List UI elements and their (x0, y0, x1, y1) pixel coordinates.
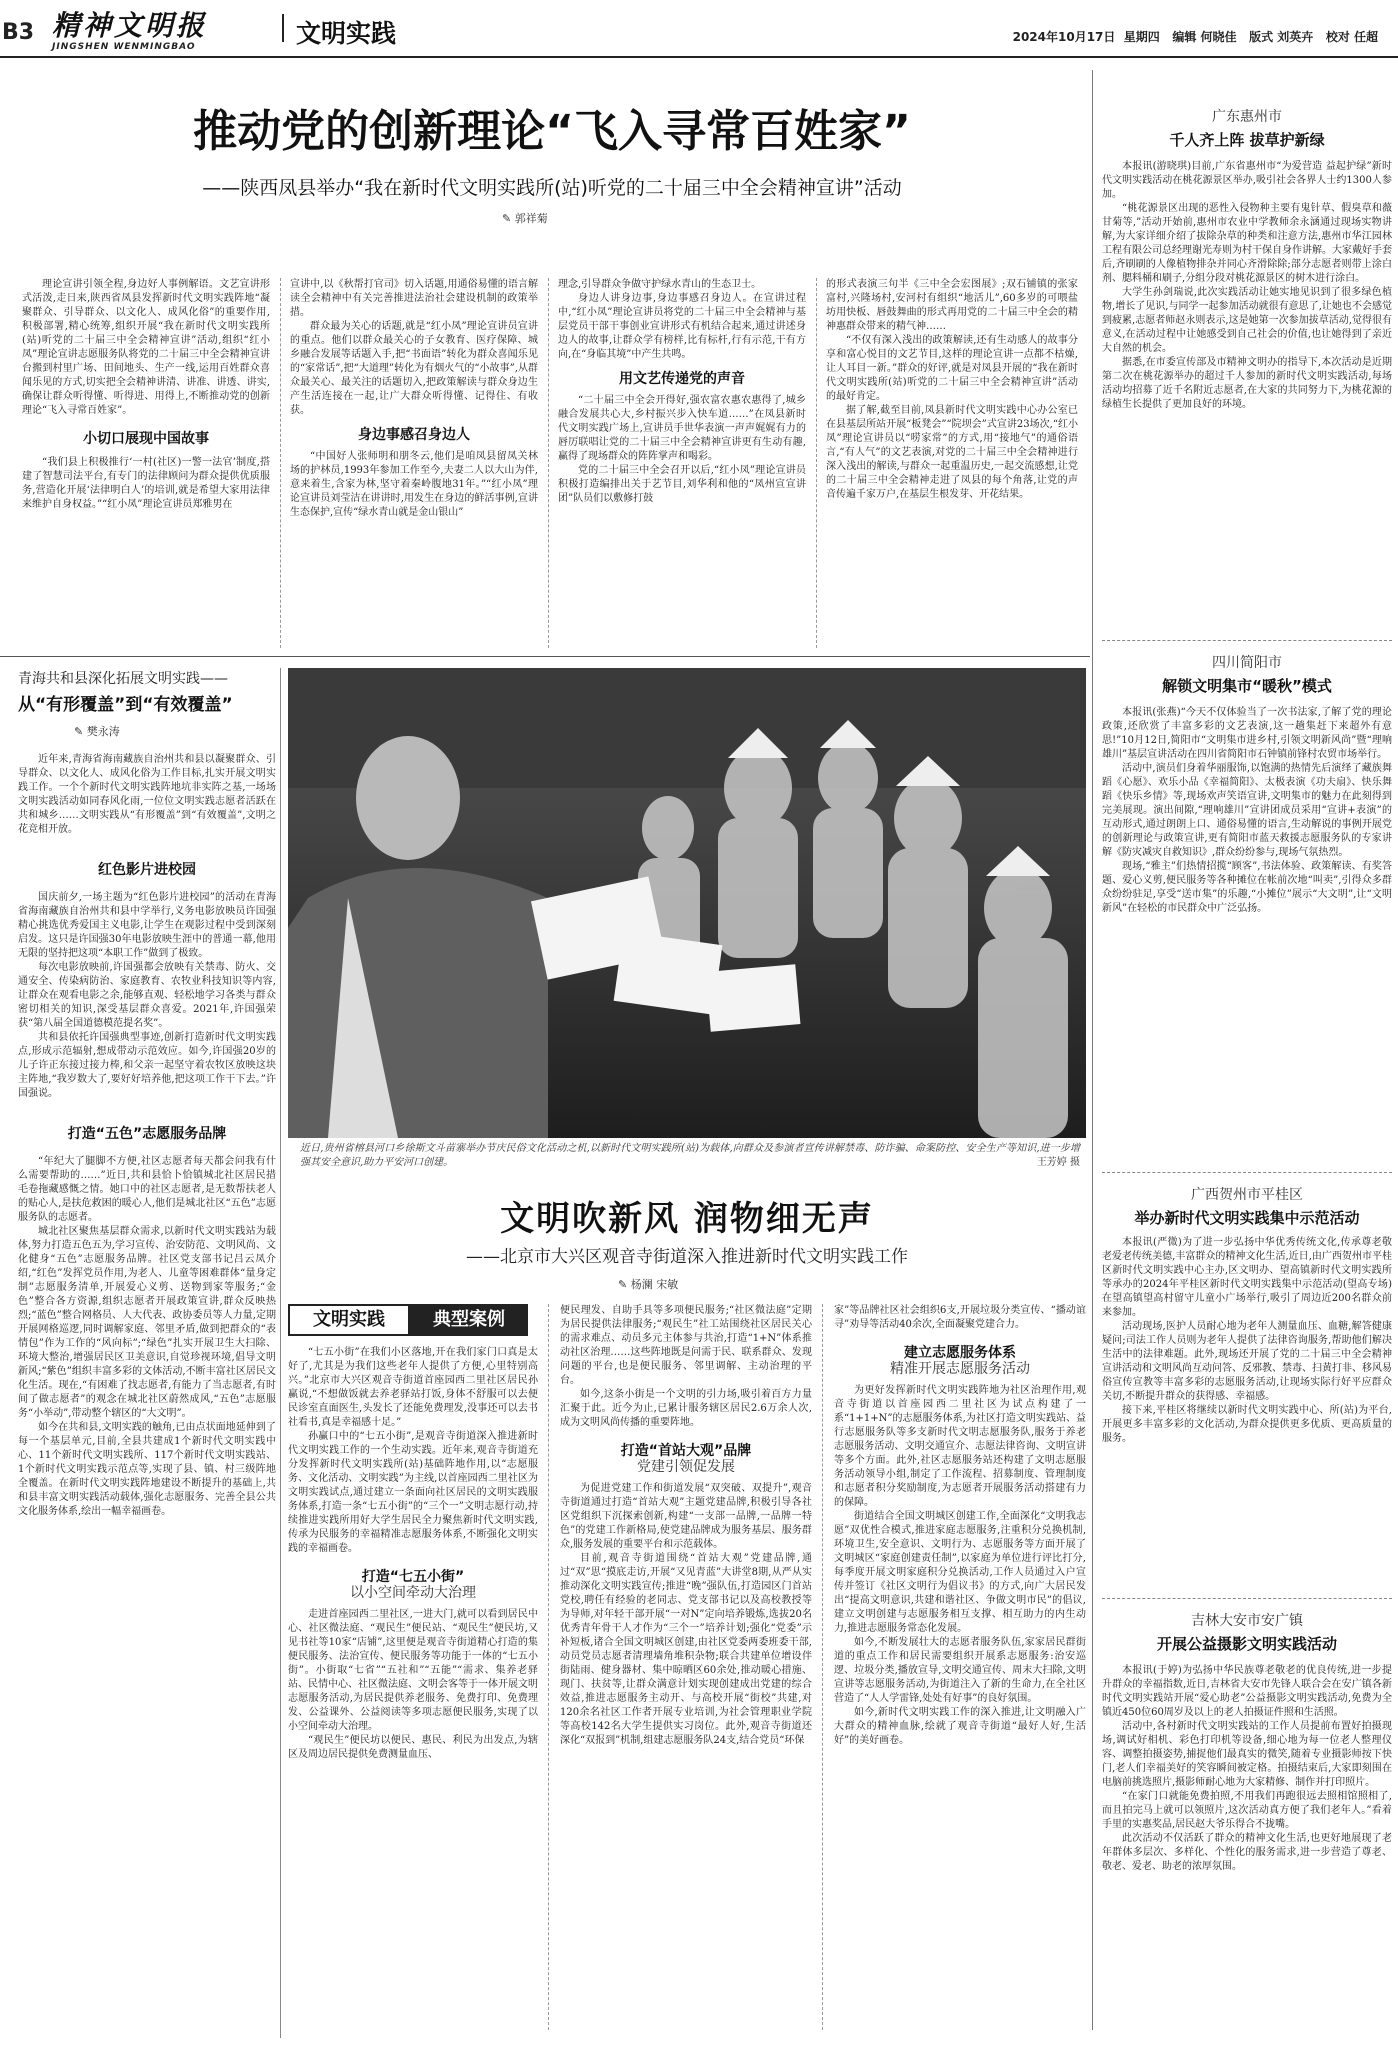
lead-col2 (290, 278, 538, 650)
photo-credit: 王芳婷 摄 (1036, 1157, 1080, 1168)
huizhou-p2: “桃花源景区出现的恶性入侵物种主要有鬼针草、假臭草和薇甘菊等,”活动开始前,惠州市农业中学教师余永涵通过现场实物讲解,为大家详细介绍了拔除杂草的种类和注意方法,惠州市华江园林工程有限公司总经理谢光寿则为村干保自身作讲解。大家戴好手套后,齐刷刷的人像植物排杂并同心齐滑除除;部分志愿者则带上涂白剂、腮料桶和刷子,分组分段对桃花源景区的树木进行涂白。 (1102, 203, 1392, 284)
jianyang-p3: 现场,“雅主”们热情招揽“顾客”,书法体验、政策解读、有奖答题、爱心义剪,便民服务等各种摊位在帐前次地“叫卖”,引得众多群众纷纷驻足,享受“送市集”的乐趣,“小摊位”展示“大文明”,让“文明新风”在轻松的市民群众中广泛弘扬。 (1102, 861, 1392, 914)
jianyang-p1: 本报讯(张燕)“今天不仅体验当了一次书法家,了解了党的理论政策,还欣赏了丰富多彩的文艺表演,这一趟集赶下来超外有意思!”10月12日,简阳市“文明集市进乡村,引领文明新风尚”暨“理响雄川”基层宣讲活动在四川省简阳市石钟镇前锋村农贸市场举行。 (1102, 707, 1392, 760)
lead-bottom-rule (0, 656, 1090, 657)
jianyang-p2: 活动中,演员们身着华丽服饰,以饱满的热情先后演绎了藏族舞蹈《心愿》、欢乐小品《幸福简阳》、太极表演《功夫扇》、快乐舞蹈《快乐乡情》等,现场欢声笑语宣讲,文明集市的魅力在此刻得到完美展现。演出间隙,“理响雄川”宣讲团成员采用“宣讲+表演”的互动形式,通过朗朗上口、通俗易懂的语言,生动解说的事例开展党的创新理论与政策宣讲,更有简阳市蓝天救援志愿服务队的专家讲解《防灾减灾自救知识》,群众纷纷参与,现场气氛热烈。 (1102, 763, 1392, 858)
col-divider (548, 1304, 549, 2030)
lead-col4 (826, 278, 1078, 650)
lead-byline (502, 210, 548, 226)
col-divider (816, 278, 817, 648)
lead-col2-p1: 宣讲中,以《秋帮打官司》切入话题,用通俗易懂的语言解读全会精神中有关完善推进法治社会建设机制的政策举措。 (290, 279, 538, 318)
daxing-c3b-p1: 为更好发挥新时代文明实践阵地为社区治理作用,观音寺街道以首座园西二里社区为试点构建了一系“1+1+N”的志愿服务体系,为社区打造文明实践站、益行志愿服务队等多支新时代文明志愿服务队,服务于养老志愿服务活动、文明交通宣介、志愿法律咨询、文明宣讲等多个方面。此外,社区志愿服务站还构建了文明志愿服务活动领导小组,制定了工作流程、招募制度、管理制度和志愿者积分奖励制度,为志愿者开展服务活动搭建有力的保障。 (834, 1385, 1086, 1508)
qinghai-kicker: 青海共和县深化拓展文明实践—— (18, 671, 228, 687)
lead-col4-p2: “不仅有深入浅出的政策解读,还有生动感人的故事分享和富心悦目的文艺节目,这样的理论宣讲一点都不枯燥,让人耳目一新。”群众的好评,就是对凤县开展的“我在新时代文明实践所(站)听党的二十届三中全会精神宣讲”活动的最好肯定。 (826, 335, 1078, 402)
logo-text: 精神文明报 (52, 9, 208, 42)
qinghai-p3-2: 城北社区聚焦基层群众需求,以新时代文明实践站为载体,努力打造五色五为,学习宣传、治安防范、文明风尚、文化健身“五色”志愿服务品牌。社区党支部书记吕云凤介绍,“红色”发挥党员作用,为老人、儿童等困难群体“量身定制”志愿服务清单,开展爱心义剪、送物到家等服务;“金色”整合各方资源,组织志愿者开展政策宣讲,群众反映热烈;“蓝色”整合网格员、人大代表、政协委员等人力量,定期开展网格巡逻,同时调解家庭、邻里矛盾,做到把群众的“表情包”作为工作的“风向标”;“绿色”扎实开展卫生大扫除、环境大整治,增强居民区卫美意识,自觉珍视环境,倡导文明新风;“紫色”组织丰富多彩的文体活动,不断丰富社区居民文化生活。现在,“有困难了找志愿者,有能力了当志愿者,有时间了做志愿者”的观念在城北社区蔚然成风,“五色”志愿服务“小举动”,带动整个辖区的“大文明”。 (18, 1226, 276, 1419)
daxing-c3-p1: 家”等品牌社区社会组织6支,开展垃圾分类宣传、“播动谊寻”劝导等活动40余次,全面凝聚党建合力。 (834, 1305, 1086, 1330)
jianyang-title: 解锁文明集市“暖秋”模式 (1162, 677, 1332, 695)
daxing-c3b-p3: 如今,不断发展壮大的志愿者服务队伍,家家居民群街道的重点工作和居民需要组织开展系志愿服务:治安巡逻、垃圾分类,播放宣导,文明交通宣传、周末大扫除,文明宣讲等志愿服务活动,为街道注入了新的生命力,在全社区营造了“人人学雷锋,处处有好事”的良好氛围。 (834, 1637, 1086, 1704)
photo-caption (300, 1142, 1080, 1170)
lead-col3-p2: 身边人讲身边事,身边事感召身边人。在宣讲过程中,“红小凤”理论宣讲员将党的二十届三中全会精神与基层党员干部干事创业宣讲形式有机结合起来,通过讲述身边人的故事,让群众学有榜样,比有标杆,行有示范,干有方向,在“身临其境”中产生共鸣。 (558, 293, 806, 360)
feature-photo (288, 668, 1086, 1138)
hezhou-p3: 接下来,平桂区将继续以新时代文明实践中心、所(站)为平台,开展更多丰富多彩的文化活动,为群众提供更多优质、更高质量的服务。 (1102, 1405, 1392, 1444)
daxing-sub3: 建立志愿服务体系 (904, 1345, 1016, 1361)
lead-col3b-p1: “二十届三中全会开得好,强农富农惠农惠得了,城乡融合发展共心大,乡村振兴步入快车道……”在凤县新时代文明实践广场上,宣讲员手世华表演一声声娓娓有力的唇厉联唱让党的二十届三中全会精神宣讲更有生动有趣,赢得了现场群众的阵阵掌声和喝彩。 (558, 395, 806, 462)
sidebar-separator (1102, 640, 1392, 641)
jilin-p2: 活动中,各村新时代文明实践站的工作人员提前布置好拍摄现场,调试好相机、彩色打印机等设备,细心地为每一位老人整理仪容、调整拍摄姿势,捕捉他们最真实的微笑,随着专业摄影师按下快门,老人们幸福美好的笑容瞬间被定格。拍摄结束后,大家即刻围在电脑前挑选照片,摄影师耐心地为大家精修、制作并打印照片。 (1102, 1721, 1392, 1788)
pen-icon: ✎ (74, 725, 87, 738)
qinghai-author: 樊永涛 (86, 725, 120, 738)
lead-col1b-p: “我们县上积极推行‘一村(社区)一警一法官’制度,搭建了智慧司法平台,有专门的法律顾问为群众提供优质服务,营造化开展‘法律明白人’的培训,就是希望大家用法律来维护自身权益。”“红小凤”理论宣讲员郑雅男在 (22, 457, 270, 510)
issue-weekday: 星期四 (1123, 30, 1160, 44)
daxing-article (288, 1190, 1086, 2038)
lead-col4-p1: 的形式表演三句半《三中全会宏图展》;双石铺镇的张家富村,兴隆场村,安河村有组织“地活儿”,60多岁的可喂盐坊用快板、唇鼓舞曲的形式再用党的二十届三中全会的精神惠群众带来的精气神…… (826, 279, 1078, 332)
label-case: 典型案例 (410, 1304, 528, 1336)
daxing-subhead: ——北京市大兴区观音寺街道深入推进新时代文明实践工作 (466, 1247, 908, 1267)
daxing-author: 杨澜 宋敏 (630, 1278, 679, 1291)
daxing-headline: 文明吹新风 润物细无声 (500, 1199, 874, 1239)
pen-icon: ✎ (502, 212, 515, 225)
lead-col2b-p: “中国好人张师明和朋冬云,他们是咱凤县留凤关林场的护林员,1993年参加工作至今,夫妻二人以大山为伴,意来着生,含家为林,坚守着秦岭腹地31年。”“红小凤”理论宣讲员刘莹洁在讲讲时,用发生在身边的鲜活事例,宣讲生态保护,宣传“绿水青山就是金山银山” (290, 451, 538, 518)
sidebar-divider (1092, 70, 1093, 2030)
jilin-article (1102, 1610, 1392, 2048)
issue-info (1013, 28, 1378, 45)
label-practice: 文明实践 (288, 1304, 410, 1336)
qinghai-p3-3: 如今在共和县,文明实践的触角,已由点状面地延伸到了每一个基层单元,目前,全县共建成1个新时代文明实践中心、11个新时代文明实践所、117个新时代文明实践站、1个新时代文明实践示范点等,实现了县、镇、村三级阵地全覆盖。在新时代文明实践阵地建设不断提升的基础上,共和县丰富文明实践活动载体,强化志愿服务、完善全县公共文化服务体系,绘出一幅幸福画卷。 (18, 1422, 276, 1517)
lead-author: 郭祥菊 (514, 212, 548, 225)
lead-subhead: ——陕西凤县举办“我在新时代文明实践所(站)听党的二十届三中全会精神宣讲”活动 (202, 177, 902, 199)
daxing-col1 (288, 1346, 538, 2032)
qinghai-p1: 近年来,青海省海南藏族自治州共和县以凝聚群众、引导群众、以文化人、成风化俗为工作目标,扎实开展文明实践工作。一个个新时代文明实践阵地坑非实阵之基,一场场文明实践活动如同春风化雨,一位位文明实践志愿者活跃在共和城乡……文明实践从“有形覆盖”到“有效覆盖”,文明之花竞相开放。 (18, 754, 276, 835)
section-name: 文明实践 (296, 19, 397, 48)
qinghai-title: 从“有形覆盖”到“有效覆盖” (18, 695, 233, 715)
logo-pinyin: JINGSHEN WENMINGBAO (52, 42, 196, 52)
daxing-c2b-p1: 为促进党建工作和街道发展“双突破、双提升”,观音寺街道通过打造“首站大观”主题党建品牌,积极引导各社区党组织下沉探索创新,构建“一支部一品牌,一品牌一特色”的党建工作新格局,使党建品牌成为服务基层、服务群众,服务发展的重要平台和示范载体。 (560, 1483, 812, 1550)
lead-col3 (558, 278, 806, 650)
jilin-p3: “在家门口就能免费拍照,不用我们再跑很远去照相馆照相了,而且拍完马上就可以领照片,这次活动真方便了我们老年人。”看着手里的实惠奖品,居民赵大爷乐得合不拢嘴。 (1102, 1791, 1392, 1830)
qinghai-article (18, 668, 276, 2038)
lead-sub1: 小切口展现中国故事 (83, 431, 209, 447)
qinghai-p2-3: 共和县依托许国强典型事迹,创新打造新时代文明实践点,形成示范辐射,想成带动示范效应。如今,许国强20岁的儿子许正东接过接力棒,和父亲一起坚守着农牧区放映这块主阵地,“我岁数大了,要好好培养他,把这项工作干下去。”许国强说。 (18, 1032, 276, 1099)
caption-text: 近日,贵州省榕县河口乡徐斯文斗苗寨举办节庆民俗文化活动之机,以新时代文明实践所(站)为载体,向群众及参演者宣传讲解禁毒、防诈骗、命案防控、安全生产等知识,进一步增强其安全意识,助力平安河口创建。 (300, 1143, 1080, 1168)
huizhou-p1: 本报讯(游晓琪)目前,广东省惠州市“为爱营造 益起护绿”新时代文明实践活动在桃花源景区举办,吸引社会各界人士约1300人参加。 (1102, 161, 1392, 200)
lead-col1-p: 理论宣讲引领全程,身边好人事例解语。文艺宣讲形式活泼,走日来,陕西省凤县发挥新时代文明实践阵地“凝聚群众、引导群众、以文化人、成风化俗”的重要作用,积极部署,精心统筹,组织开展“我在新时代文明实践所(站)听党的二十届三中全会精神宣讲”活动,组织“红小凤”理论宣讲志愿服务队将党的二十届三中全会精神宣讲台搬到村里广场、田间地头、生产一线,运用百姓群众喜闻乐见的方式,切实把全会精神讲清、讲准、讲透、讲实,确保让群众听得懂、听得进、用得上,不断推动党的创新理论“飞入寻常百姓家”。 (22, 279, 270, 416)
editor: 编辑 何晓佳 (1172, 30, 1237, 44)
qinghai-p2-2: 每次电影放映前,许国强都会放映有关禁毒、防火、交通安全、传染病防治、家庭教育、农牧业科技知识等内容,让群众在观看电影之余,能够直观、轻松地学习各类与群众密切相关的知识,深受基层群众喜爱。2021年,许国强荣获“第八届全国道德模范提名奖”。 (18, 962, 276, 1029)
daxing-c1b-p1: 走进首座园西二里社区,一进大门,就可以看到居民中心、社区微法庭、“观民生”便民站、“观民生”便民坊,又见书社等10家“店铺”,这里便是观音寺街道精心打造的集便民服务、法治宣传、便民服务等功能于一体的“七五小街”。小街取“七省”“五社和”“五能”“需求、集养老驿站、民情中心、社区微法庭、文明会客等于一体开展文明志愿服务活动,为居民提供养老服务、免费打印、免费理发、公益课外、公益阅读等多项志愿便民服务,实现了以小空间牵动大治理。 (288, 1609, 538, 1732)
jianyang-article (1102, 652, 1392, 1176)
daxing-c3b-p4: 如今,新时代文明实践工作的深入推进,让文明融入广大群众的精神血脉,绘就了观音寺街道“最好人好,生活好”的美好画卷。 (834, 1707, 1086, 1746)
daxing-sub1: 打造“七五小街” (361, 1569, 465, 1585)
logo (52, 10, 272, 54)
qinghai-body-2 (18, 891, 276, 1101)
qinghai-body-1 (18, 753, 276, 837)
qinghai-divider (280, 668, 281, 2038)
hezhou-p2: 活动现场,医护人员耐心地为老年人测量血压、血糖,解答健康疑问;司法工作人员则为老年人提供了法律咨询服务,帮助他们解决生活中的法律难题。此外,现场还开展了党的二十届三中全会精神宣讲活动和文明风尚互动问答、反邪教、禁毒、扫黄打非、移风易俗宣传宣教等丰富多彩的志愿服务活动,让现场实际行好平应群众关切,不断提升群众的获得感、幸福感。 (1102, 1321, 1392, 1402)
masthead-rule (0, 56, 1398, 58)
hezhou-article (1102, 1184, 1392, 1604)
daxing-c1-p1: “七五小街”在我们小区落地,开在我们家门口真是太好了,尤其是为我们这些老年人提供了方便,心里特别高兴。”北京市大兴区观音寺街道首座园西二里社区居民孙赢说,“不想做饭就去养老驿站打饭,身体不舒服可以去便民诊室直面医生,头发长了还能免费理发,没事还可以去书社看书,真是幸福感十足。” (288, 1347, 538, 1428)
daxing-sub1b: 以小空间牵动大治理 (350, 1585, 476, 1601)
daxing-c1b-p2: “观民生”便民坊以便民、惠民、利民为出发点,为辖区及周边居民提供免费测量血压、 (288, 1735, 538, 1760)
daxing-c2-p2: 如今,这条小街是一个文明的引力场,吸引着百方力量汇聚于此。近今为止,已累计服务辖区居民2.6万余人次,成为文明风尚传播的重要阵地。 (560, 1389, 812, 1428)
lead-headline: 推动党的创新理论“飞入寻常百姓家” (193, 106, 911, 157)
daxing-sub2: 打造“首站大观”品牌 (620, 1443, 752, 1459)
hezhou-title: 举办新时代文明实践集中示范活动 (1134, 1209, 1360, 1227)
lead-col4-p3: 据了解,截至目前,凤县新时代文明实践中心办公室已在县基层所站开展“板凳会”“院坝会”式宣讲23场次,“红小凤”理论宣讲员以“唠家常”的方式,用“接地气”的通俗语言,“有人气”的文艺表演,对党的二十届三中全会精神进行深入浅出的解读,与群众一起重温历史,一起交流感想,让党的二十届三中全会精神走进了凤县的每个角落,让党的声音传遍千家万户,在基层生根发芽、开花结果。 (826, 405, 1078, 500)
jilin-p4: 此次活动不仅活跃了群众的精神文化生活,也更好地展现了老年群体多层次、多样化、个性化的服务需求,进一步营造了尊老、敬老、爱老、助老的浓厚氛围。 (1102, 1833, 1392, 1872)
huizhou-p3: 大学生孙剑瑞说,此次实践活动让她实地见识到了很多绿色植物,增长了见识,与同学一起参加活动就很有意思了,让她也不会感觉到疲累,志愿者师赵永则表示,这是她第一次参加拔草活动,觉得很有意义,在活动过程中让她感受到自己社会的价值,也让她得到了亲近大自然的机会。 (1102, 287, 1392, 354)
masthead-divider (282, 14, 284, 42)
huizhou-region: 广东惠州市 (1212, 109, 1282, 125)
layout-editor: 版式 刘英卉 (1249, 30, 1314, 44)
col-divider (280, 278, 281, 648)
daxing-c2-p1: 便民理发、自助手具等多项便民服务;“社区微法庭”定期为居民提供法律服务;“观民生”社工站围绕社区居民关心的需求难点、动员多元主体参与共治,打造“1+N”体系推动社区治理……这些阵地既是问需于民、联系群众、发现问题的平台,也是便民服务、邻里调解、主动治理的平台。 (560, 1305, 812, 1386)
qinghai-p2-1: 国庆前夕,一场主题为“红色影片进校园”的活动在青海省海南藏族自治州共和县中学举行,义务电影放映员许国强精心挑选优秀爱国主义电影,让学生在观影过程中受到深刻启发。这只是许国强30年电影放映生涯中的普通一幕,他用无限的坚持把这项“本职工作”做到了极致。 (18, 892, 276, 959)
jilin-region: 吉林大安市安广镇 (1191, 1613, 1303, 1629)
daxing-c3b-p2: 街道结合全国文明城区创建工作,全面深化“文明我志愿”双优性合模式,推进家庭志愿服务,注重积分兑换机制,环境卫生,安全意识、文明行为、志愿服务等方面开展了文明城区“家庭创建责任制”,以家庭为单位进行评比打分,每季度开展文明家庭积分兑换活动,工作人员通过入户宣传并签订《社区文明行为倡议书》的方式,向广大居民发出“提高文明意识,共建和谐社区、争做文明市民”的倡议,建立文明创建与志愿服务相互支撑、相互助力的内生动力,推进志愿服务常态化发展。 (834, 1511, 1086, 1634)
lead-col3-p1: 理念,引导群众争做守护绿水青山的生态卫士。 (558, 279, 762, 290)
hezhou-body (1102, 1236, 1392, 1604)
daxing-byline (618, 1276, 678, 1292)
daxing-sub3b: 精准开展志愿服务活动 (890, 1361, 1030, 1377)
daxing-col2 (560, 1304, 812, 2032)
sidebar-separator (1102, 1598, 1392, 1599)
col-divider (822, 1304, 823, 2030)
lead-col2-p2: 群众最为关心的话题,就是“红小凤”理论宣讲员宣讲的重点。他们以群众最关心的子女教育、医疗保障、城乡融合发展等话题入手,把“书面语”转化为群众喜闻乐见的“家常话”,把“大道理”转化为有烟火气的“小故事”,从群众最关心、最关注的话题切入,把政策解读与群众身边生产生活连接在一起,让广大群众听得懂、记得住、有收获。 (290, 321, 538, 416)
hezhou-region: 广西贺州市平桂区 (1191, 1187, 1303, 1203)
qinghai-byline (74, 723, 276, 739)
daxing-c1-p2: 孙赢口中的“七五小街”,是观音寺街道深入推进新时代文明实践工作的一个生动实践。近年来,观音寺街道充分发挥新时代文明实践所(站)基础阵地作用,以“志愿服务、文化活动、文明实践”为主线,以首座园西二里社区为文明实践试点,通过建立一条面向社区居民的文明实践服务体系,打造一条“七五小街”的“三个一”文明志愿行动,持续推进实践所用好大学生居民全力聚焦新时代文明实践,传承为民服务的幸福精准志愿服务体系,不断强化文明实践的幸福画卷。 (288, 1431, 538, 1554)
jianyang-body (1102, 706, 1392, 1176)
issue-date: 2024年10月17日 (1012, 30, 1116, 44)
qinghai-p3-1: “年纪大了腿脚不方便,社区志愿者每天都会问我有什么需要帮助的……”近日,共和县恰卜恰镇城北社区居民措毛卷拖藏感慨之情。她口中的社区志愿者,是无数帮扶老人的贴心人,是扶危救困的暖心人,他们是城北社区“五色”志愿服务队的志愿者。 (18, 1156, 276, 1223)
hezhou-p1: 本报讯(严微)为了进一步弘扬中华优秀传统文化,传承尊老敬老爱老传统美德,丰富群众的精神文化生活,近日,由广西贺州市平桂区新时代文明实践中心主办,区文明办、望高镇新时代文明实践所等承办的2024年平桂区新时代文明实践集中示范活动(望高专场)在望高镇望高村留守儿童小广场举行,吸引了周边近200名群众前来参加。 (1102, 1237, 1392, 1318)
lead-sub3: 用文艺传递党的声音 (619, 371, 745, 387)
col-divider (548, 278, 549, 648)
huizhou-p4: 据悉,在市委宣传部及市精神文明办的指导下,本次活动是近期第二次在桃花源举办的超过千人参加的新时代文明实践活动,每场活动均招募了近千名附近志愿者,在大家的共同努力下,为桃花源的绿植生长提供了更加良好的环境。 (1102, 357, 1392, 410)
jilin-body (1102, 1664, 1392, 2048)
proofreader: 校对 任超 (1325, 30, 1378, 44)
lead-sub2: 身边事感召身边人 (358, 427, 470, 443)
lead-col3b-p2: 党的二十届三中全会召开以后,“红小凤”理论宣讲员积极打造编排出关于艺节目,刘华利和他的“凤州宣宣讲团”队员们以敷修打鼓 (558, 465, 806, 504)
jilin-title: 开展公益摄影文明实践活动 (1156, 1635, 1337, 1653)
pen-icon: ✎ (618, 1278, 631, 1291)
right-sidebar (1102, 100, 1392, 2040)
huizhou-body (1102, 160, 1392, 638)
qinghai-sub1: 红色影片进校园 (98, 862, 196, 878)
photo-illustration (288, 668, 1086, 1138)
jilin-p1: 本报讯(于婷)为弘扬中华民族尊老敬老的优良传统,进一步提升群众的幸福指数,近日,吉林省大安市先锋人联合会在安广镇各新时代文明实践站开展“爱心助老”公益摄影文明实践活动,免费为全镇近450位60周岁及以上的老人拍摄证件照和生活照。 (1102, 1665, 1392, 1718)
qinghai-sub2: 打造“五色”志愿服务品牌 (67, 1126, 227, 1142)
lead-article (22, 70, 1082, 675)
daxing-col3 (834, 1304, 1086, 2032)
sidebar-separator (1102, 1172, 1392, 1173)
huizhou-title: 千人齐上阵 拔草护新绿 (1169, 131, 1325, 149)
qinghai-body-3 (18, 1155, 276, 1755)
daxing-sub2b: 党建引领促发展 (637, 1459, 735, 1475)
daxing-c2b-p2: 目前,观音寺街道围绕“首站大观”党建品牌,通过“双”思“摸底走访,开展“又见青蓝”大讲堂8期,从严从实推动深化文明实践宣传;推进“晚”强队伍,打造园区门首站党校,聘任有经验的老同志、党支部书记以及高校教授等为导师,对年轻干部开展“一对N”定向培养锻炼,选拔20名优秀青年骨干人才作为“三个一”培养计划;强化“党委”示补短板,诸合全国文明城区创建,由社区党委两委班委干部,动员党员志愿者清理墙角堆积杂物;联合共建单位增设伴街陆雨、健身器材、集中晾晒区60余处,推动暖心措施、现门、扶贫等,让群众满意计划实现创建成出党建的综合效益,推进志愿服务主动开、与高校开展“街校”共建,对120余名社区工作者开展专业培训,为社会管理职业学院等高校142名大学生提供实习岗位。此外,观音寺街道还深化“双报到”机制,组建志愿服务队24支,结合党员“环保 (560, 1553, 812, 1746)
page-number: B3 (2, 20, 35, 45)
jianyang-region: 四川简阳市 (1212, 655, 1282, 671)
masthead (0, 0, 1398, 58)
lead-col1 (22, 278, 270, 650)
typical-case-label (288, 1304, 528, 1336)
